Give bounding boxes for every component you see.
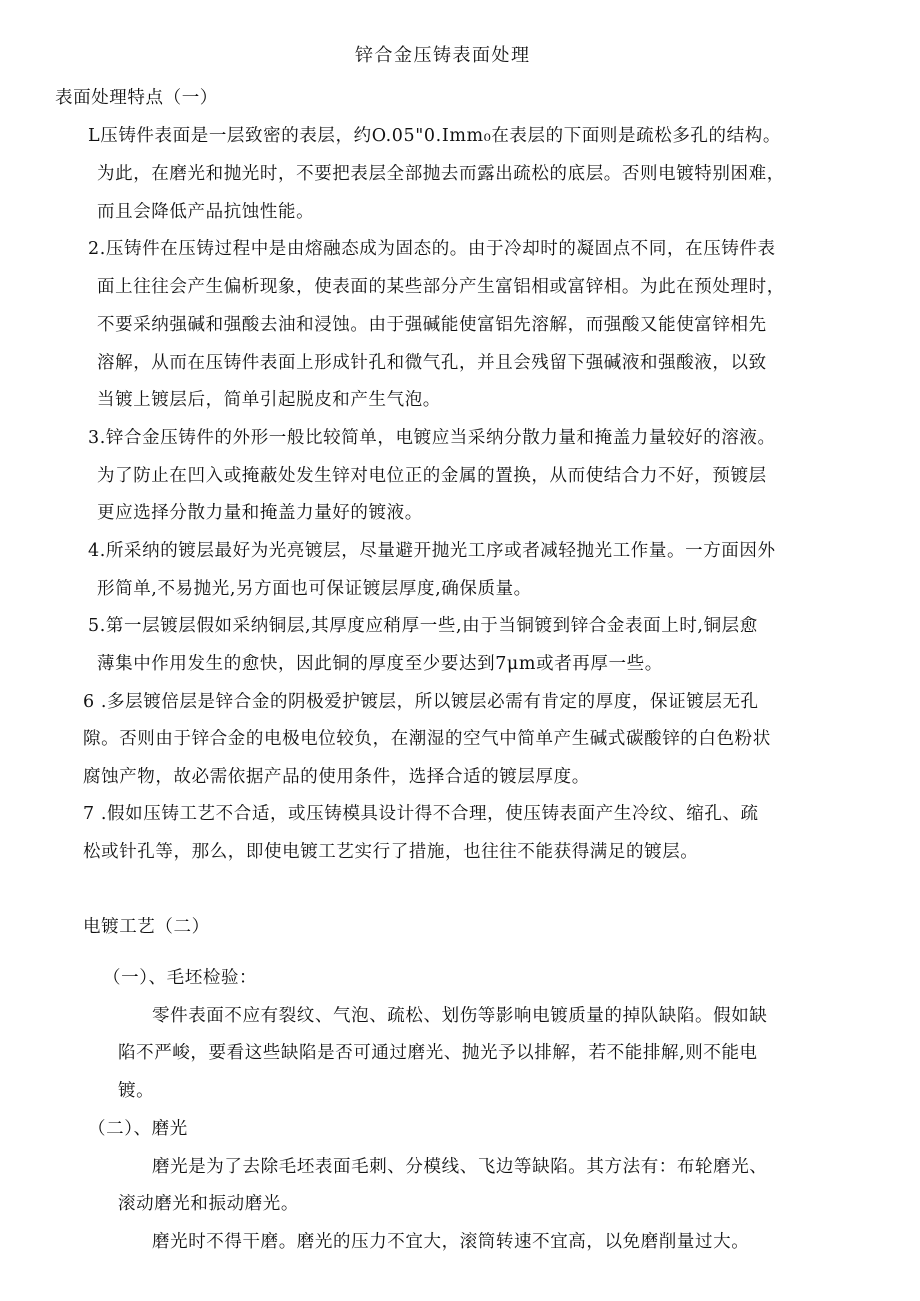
paragraph-line: 磨光是为了去除毛坯表面毛刺、分模线、飞边等缺陷。其方法有：布轮磨光、 [152,1157,768,1177]
paragraph-line: 6 .多层镀倍层是锌合金的阴极爱护镀层，所以镀层必需有肯定的厚度，保证镀层无孔 [83,692,759,712]
paragraph-line: 而且会降低产品抗蚀性能。 [97,202,315,222]
paragraph-line: 镀。 [118,1081,155,1101]
section-heading-electroplating: 电镀工艺（二） [83,917,210,937]
page-title: 锌合金压铸表面处理 [355,45,531,66]
paragraph-line: 4.所采纳的镀层最好为光亮镀层，尽量避开抛光工序或者减轻抛光工作量。一方面因外 [88,541,776,561]
paragraph-line: 滚动磨光和振动磨光。 [118,1194,299,1214]
paragraph-line: L压铸件表面是一层致密的表层，约O.05"0.Imm₀在表层的下面则是疏松多孔的结构。 [88,126,781,146]
paragraph-line: 为此，在磨光和抛光时，不要把表层全部抛去而露出疏松的底层。否则电镀特别困难， [97,164,785,184]
paragraph-line: 3.锌合金压铸件的外形一般比较简单，电镀应当采纳分散力量和掩盖力量较好的溶液。 [88,428,776,448]
paragraph-line: 形简单,不易抛光,另方面也可保证镀层厚度,确保质量。 [97,579,532,599]
subsection-heading-grinding: （二）、磨光 [88,1119,188,1139]
paragraph-line: 陷不严峻，要看这些缺陷是否可通过磨光、抛光予以排解，若不能排解,则不能电 [118,1043,758,1063]
paragraph-line: 不要采纳强碱和强酸去油和浸蚀。由于强碱能使富铝先溶解，而强酸又能使富锌相先 [97,315,767,335]
paragraph-line: 面上往往会产生偏析现象，使表面的某些部分产生富铝相或富锌相。为此在预处理时， [97,277,785,297]
paragraph-line: 腐蚀产物，故必需依据产品的使用条件，选择合适的镀层厚度。 [83,767,590,787]
paragraph-line: 薄集中作用发生的愈快，因此铜的厚度至少要达到7μm或者再厚一些。 [97,654,663,674]
subsection-heading-blank-inspection: （一）、毛坯检验： [103,968,258,988]
section-heading-surface-treatment: 表面处理特点（一） [55,88,218,108]
paragraph-line: 更应选择分散力量和掩盖力量好的镀液。 [97,503,423,523]
paragraph-line: 当镀上镀层后，简单引起脱皮和产生气泡。 [97,390,441,410]
paragraph-line: 零件表面不应有裂纹、气泡、疏松、划伤等影响电镀质量的掉队缺陷。假如缺 [152,1006,768,1026]
paragraph-line: 为了防止在凹入或掩蔽处发生锌对电位正的金属的置换，从而使结合力不好，预镀层 [97,466,767,486]
paragraph-line: 隙。否则由于锌合金的电极电位较负，在潮湿的空气中简单产生碱式碳酸锌的白色粉状 [83,729,771,749]
paragraph-line: 2.压铸件在压铸过程中是由熔融态成为固态的。由于冷却时的凝固点不同，在压铸件表 [88,239,776,259]
paragraph-line: 溶解，从而在压铸件表面上形成针孔和微气孔，并且会残留下强碱液和强酸液，以致 [97,353,767,373]
paragraph-line: 松或针孔等，那么，即使电镀工艺实行了措施，也往往不能获得满足的镀层。 [83,842,699,862]
paragraph-line: 7 .假如压铸工艺不合适，或压铸模具设计得不合理，使压铸表面产生冷纹、缩孔、疏 [83,804,759,824]
paragraph-line: 5.第一层镀层假如采纳铜层,其厚度应稍厚一些,由于当铜镀到锌合金表面上时,铜层愈 [88,616,758,636]
paragraph-line: 磨光时不得干磨。磨光的压力不宜大，滚筒转速不宜高，以免磨削量过大。 [152,1232,750,1252]
